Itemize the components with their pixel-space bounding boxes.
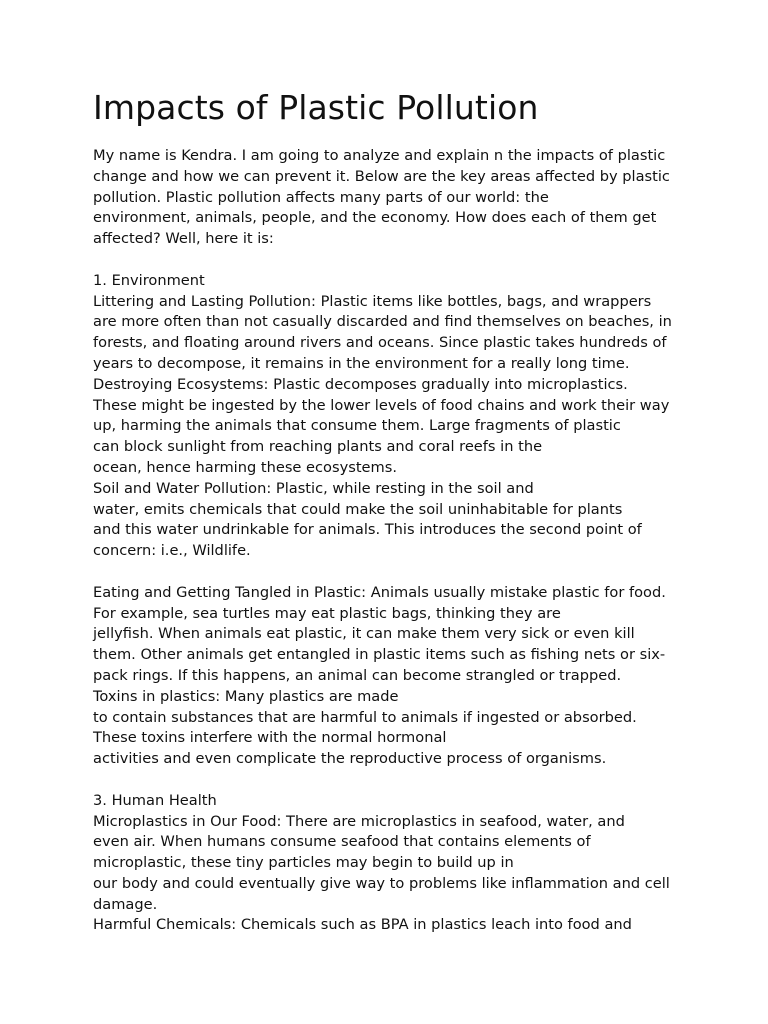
body-text-line: affected? Well, here it is: — [93, 230, 274, 248]
document-title: Impacts of Plastic Pollution — [93, 88, 539, 127]
body-text-line: even air. When humans consume seafood that contains elements of — [93, 833, 591, 851]
document-page — [93, 86, 683, 936]
body-text-line: These toxins interfere with the normal hormonal — [93, 729, 447, 747]
body-text-line: Harmful Chemicals: Chemicals such as BPA in plastics leach into food and — [93, 916, 632, 934]
body-text-line: our body and could eventually give way to problems like inflammation and cell — [93, 874, 670, 892]
body-text-line: forests, and floating around rivers and oceans. Since plastic takes hundreds of — [93, 334, 667, 352]
body-text-line: change and how we can prevent it. Below are the key areas affected by plastic — [93, 167, 670, 185]
body-text-line: microplastic, these tiny particles may begin to build up in — [93, 854, 514, 872]
body-text-line: environment, animals, people, and the economy. How does each of them get — [93, 209, 657, 227]
body-text-line: Soil and Water Pollution: Plastic, while resting in the soil and — [93, 479, 534, 497]
body-text-line: Littering and Lasting Pollution: Plastic items like bottles, bags, and wrappers — [93, 292, 652, 310]
body-text-line: and this water undrinkable for animals. This introduces the second point of — [93, 521, 642, 539]
body-text-line: My name is Kendra. I am going to analyze and explain n the impacts of plastic — [93, 147, 666, 164]
document-body — [93, 146, 683, 936]
body-text-line: jellyfish. When animals eat plastic, it can make them very sick or even kill — [93, 625, 635, 643]
body-text-line: concern: i.e., Wildlife. — [93, 542, 251, 560]
body-text-line: 3. Human Health — [93, 791, 217, 809]
body-text-line: Eating and Getting Tangled in Plastic: Animals usually mistake plastic for food. — [93, 583, 666, 601]
blank-line — [93, 250, 683, 271]
body-text-line: activities and even complicate the reproductive process of organisms. — [93, 750, 607, 768]
blank-line — [93, 770, 683, 791]
body-text-line: can block sunlight from reaching plants and coral reefs in the — [93, 438, 543, 456]
body-text-line: are more often than not casually discarded and find themselves on beaches, in — [93, 313, 672, 331]
body-text-line: up, harming the animals that consume them. Large fragments of plastic — [93, 417, 621, 435]
body-text-line: Microplastics in Our Food: There are microplastics in seafood, water, and — [93, 812, 625, 830]
body-text-line: These might be ingested by the lower levels of food chains and work their way — [93, 396, 670, 414]
body-text-line: For example, sea turtles may eat plastic bags, thinking they are — [93, 604, 561, 622]
blank-line — [93, 562, 683, 583]
body-text-line: ocean, hence harming these ecosystems. — [93, 458, 397, 476]
body-text-line: to contain substances that are harmful to animals if ingested or absorbed. — [93, 708, 637, 726]
body-text-line: years to decompose, it remains in the environment for a really long time. — [93, 354, 630, 372]
body-text-line: Destroying Ecosystems: Plastic decomposes gradually into microplastics. — [93, 375, 628, 393]
body-text-line: damage. — [93, 895, 158, 913]
body-text-line: pollution. Plastic pollution affects many parts of our world: the — [93, 188, 549, 206]
body-text-line: water, emits chemicals that could make the soil uninhabitable for plants — [93, 500, 623, 518]
body-text-line: 1. Environment — [93, 271, 205, 289]
body-text-line: pack rings. If this happens, an animal can become strangled or trapped. — [93, 666, 622, 684]
body-text-line: them. Other animals get entangled in plastic items such as fishing nets or six- — [93, 646, 666, 664]
body-text-line: Toxins in plastics: Many plastics are made — [93, 687, 399, 705]
